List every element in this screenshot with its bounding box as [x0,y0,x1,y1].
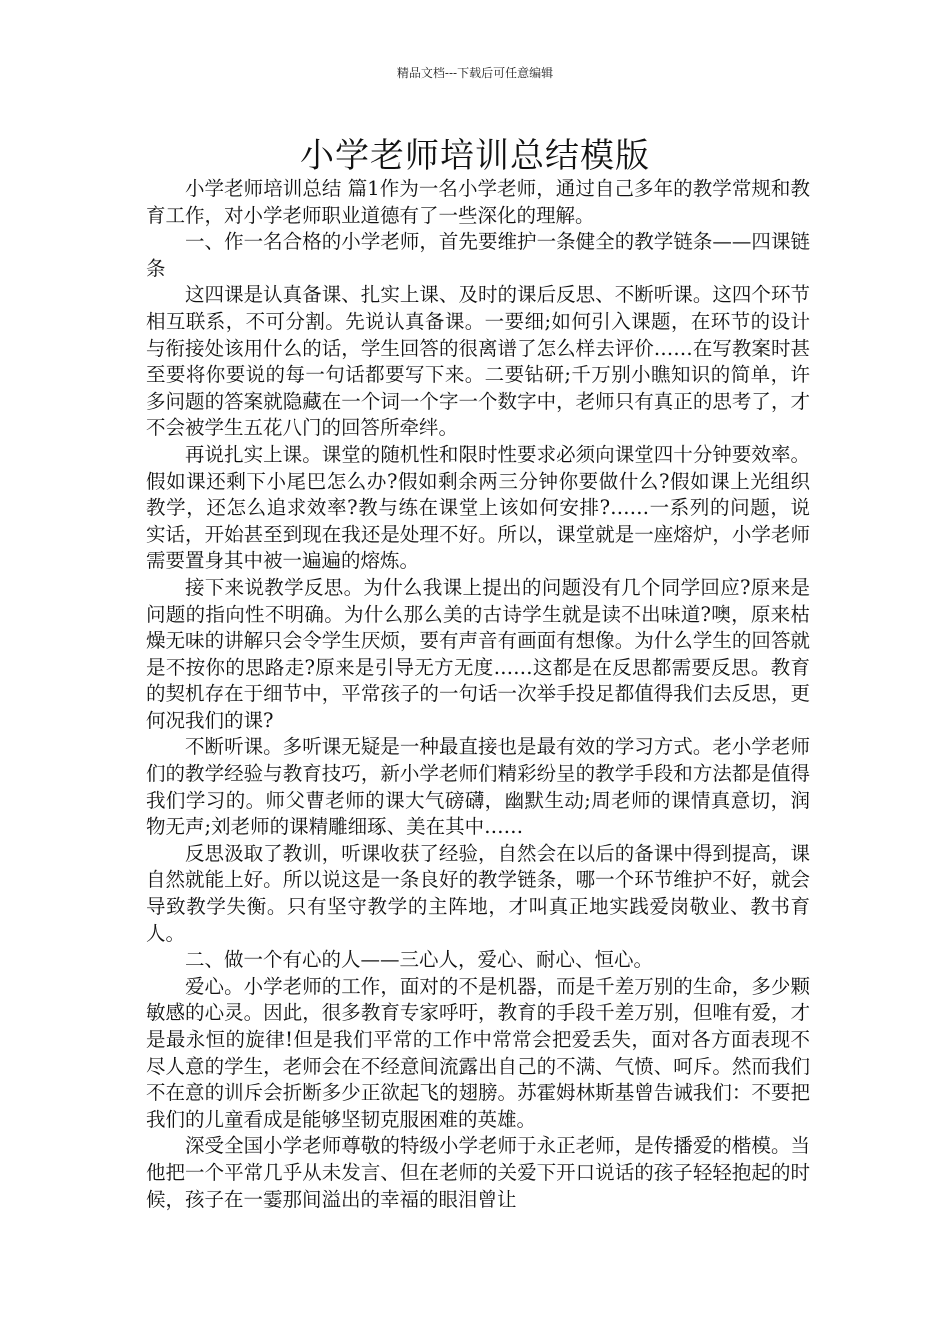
page-header-note: 精品文档---下载后可任意编辑 [396,66,554,80]
paragraph-section-one-heading: 一、作一名合格的小学老师，首先要维护一条健全的教学链条——四课链条 [146,230,810,280]
paragraph-observing-lessons: 不断听课。多听课无疑是一种最直接也是最有效的学习方式。老小学老师们的教学经验与教育技巧，新小学老师们精彩纷呈的教学手段和方法都是值得我们学习的。师父曹老师的课大气磅礴，幽默生动;周老师的课情真意切，润物无声;刘老师的课精雕细琢、美在其中…… [146,735,810,839]
paragraph-intro: 小学老师培训总结 篇1作为一名小学老师，通过自己多年的教学常规和教育工作，对小学老师职业道德有了一些深化的理解。 [146,177,810,227]
document-body [146,176,810,1213]
paragraph-teaching-chain-summary: 反思汲取了教训，听课收获了经验，自然会在以后的备课中得到提高，课自然就能上好。所以说这是一条良好的教学链条，哪一个环节维护不好，就会导致教学失衡。只有坚守教学的主阵地，才叫真正地实践爱岗敬业、教书育人。 [146,841,810,945]
paragraph-teaching-reflection: 接下来说教学反思。为什么我课上提出的问题没有几个同学回应?原来是问题的指向性不明确。为什么那么美的古诗学生就是读不出味道?噢，原来枯燥无味的讲解只会令学生厌烦，要有声音有画面有想像。为什么学生的回答就是不按你的思路走?原来是引导无方无度……这都是在反思都需要反思。教育的契机存在于细节中，平常孩子的一句话一次举手投足都值得我们去反思，更何况我们的课? [146,575,810,732]
paragraph-section-two-heading: 二、做一个有心的人——三心人，爱心、耐心、恒心。 [185,948,654,972]
paragraph-teaching-class: 再说扎实上课。课堂的随机性和限时性要求必须向课堂四十分钟要效率。假如课还剩下小尾巴怎么办?假如剩余两三分钟你要做什么?假如课上光组织教学，还怎么追求效率?教与练在课堂上该如何安排?……一系列的问题，说实话，开始甚至到现在我还是处理不好。所以，课堂就是一座熔炉，小学老师需要置身其中被一遍遍的熔炼。 [146,442,810,573]
paragraph-role-model: 深受全国小学老师尊敬的特级小学老师于永正老师，是传播爱的楷模。当他把一个平常几乎从未发言、但在老师的关爱下开口说话的孩子轻轻抱起的时候，孩子在一霎那间溢出的幸福的眼泪曾让 [146,1134,810,1211]
paragraph-lesson-preparation: 这四课是认真备课、扎实上课、及时的课后反思、不断听课。这四个环节相互联系，不可分割。先说认真备课。一要细;如何引入课题，在环节的设计与衔接处该用什么的话，学生回答的很离谱了怎么样去评价……在写教案时甚至要将你要说的每一句话都要写下来。二要钻研;千万别小瞧知识的简单，许多问题的答案就隐藏在一个词一个字一个数字中，老师只有真正的思考了，才不会被学生五花八门的回答所牵绊。 [146,283,810,440]
document-title: 小学老师培训总结模版 [300,136,650,176]
paragraph-love: 爱心。小学老师的工作，面对的不是机器，而是千差万别的生命，多少颗敏感的心灵。因此，很多教育专家呼吁，教育的手段千差万别，但唯有爱，才是最永恒的旋律!但是我们平常的工作中常常会把爱丢失，面对各方面表现不尽人意的学生，老师会在不经意间流露出自己的不满、气愤、呵斥。然而我们不在意的训斥会折断多少正欲起飞的翅膀。苏霍姆林斯基曾告诫我们：不要把我们的儿童看成是能够坚韧克服困难的英雄。 [146,974,810,1131]
